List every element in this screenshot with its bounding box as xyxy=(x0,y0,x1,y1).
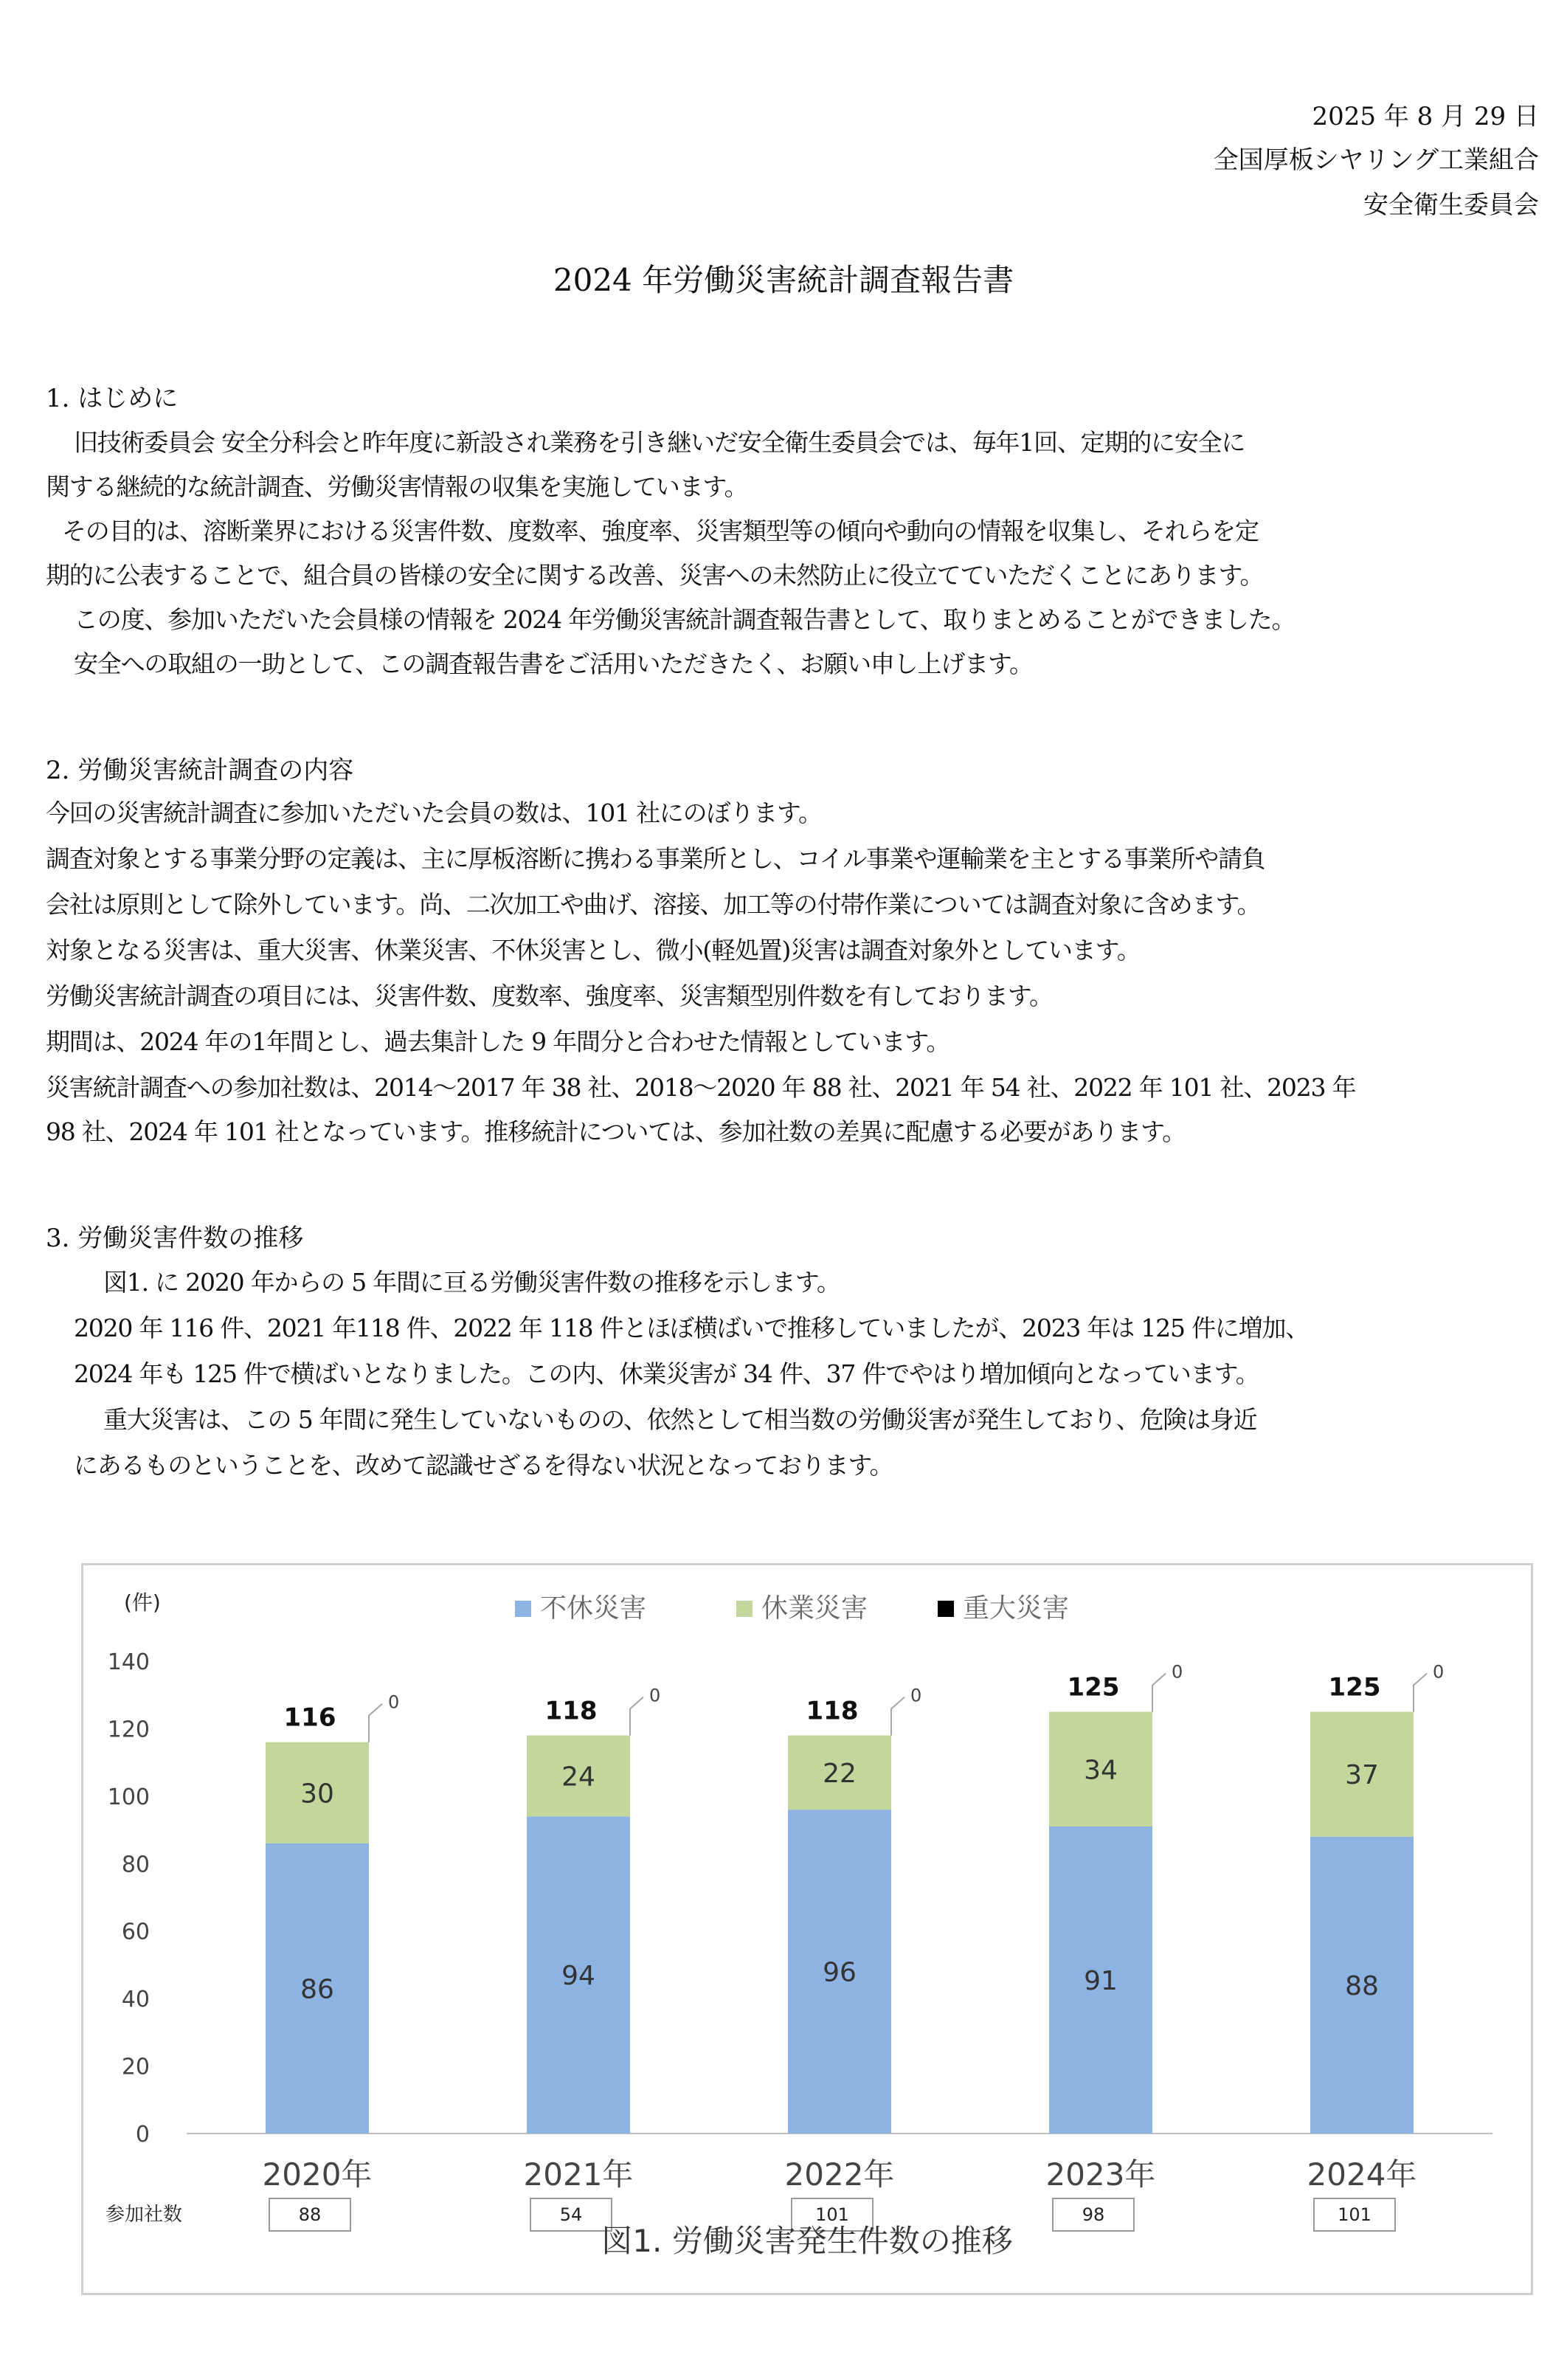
leader-line xyxy=(891,1697,904,1736)
legend-swatch xyxy=(736,1601,753,1617)
stacked-bar-chart xyxy=(83,1565,1531,2293)
x-tick-label: 2023年 xyxy=(1045,2156,1156,2193)
section-1-line: 期的に公表することで、組合員の皆様の安全に関する改善、災害への未然防止に役立てていただくことにあります。 xyxy=(46,561,1264,590)
section-1-heading: 1. はじめに xyxy=(46,384,179,413)
zero-value-label: 0 xyxy=(910,1685,922,1706)
x-tick-label: 2021年 xyxy=(523,2156,634,2193)
x-tick-label: 2022年 xyxy=(784,2156,895,2193)
bar-value-label: 88 xyxy=(1345,1970,1379,2001)
bar-value-label: 86 xyxy=(300,1974,334,2005)
report-title: 2024 年労働災害統計調査報告書 xyxy=(553,262,1014,298)
bar-value-label: 24 xyxy=(561,1762,595,1793)
x-tick-label: 2020年 xyxy=(262,2156,373,2193)
section-1-line: この度、参加いただいた会員様の情報を 2024 年労働災害統計調査報告書として、取りまとめることができました。 xyxy=(74,605,1296,634)
section-2-line: 調査対象とする事業分野の定義は、主に厚板溶断に携わる事業所とし、コイル事業や運輸業を主とする事業所や請負 xyxy=(46,844,1265,873)
y-tick-label: 60 xyxy=(121,1919,150,1945)
leader-line xyxy=(1152,1674,1166,1712)
legend-label: 休業災害 xyxy=(761,1593,868,1624)
legend-swatch xyxy=(515,1601,531,1617)
bar-value-label: 34 xyxy=(1084,1755,1118,1786)
participants-value: 101 xyxy=(815,2204,849,2225)
legend-label: 不休災害 xyxy=(540,1593,647,1624)
bar-value-label: 37 xyxy=(1345,1760,1379,1791)
leader-line xyxy=(369,1704,382,1742)
bar-total-label: 118 xyxy=(806,1696,859,1726)
bar-total-label: 118 xyxy=(544,1696,598,1726)
participants-label: 参加社数 xyxy=(105,2204,183,2226)
y-tick-label: 40 xyxy=(121,1987,150,2013)
bar-value-label: 22 xyxy=(823,1758,857,1789)
section-2-line: 今回の災害統計調査に参加いただいた会員の数は、101 社にのぼります。 xyxy=(46,798,822,827)
participants-value: 88 xyxy=(298,2204,322,2225)
section-2-line: 会社は原則として除外しています。尚、二次加工や曲げ、溶接、加工等の付帯作業については調査対象に含めます。 xyxy=(46,890,1261,919)
x-tick-label: 2024年 xyxy=(1307,2156,1417,2193)
section-3-line: 重大災害は、この 5 年間に発生していないものの、依然として相当数の労働災害が発生しており、危険は身近 xyxy=(103,1405,1257,1434)
bar-total-label: 116 xyxy=(283,1703,336,1733)
participants-value: 98 xyxy=(1082,2204,1105,2225)
section-1-line: 関する継続的な統計調査、労働災害情報の収集を実施しています。 xyxy=(46,472,748,501)
y-tick-label: 20 xyxy=(121,2054,150,2080)
y-tick-label: 0 xyxy=(135,2122,150,2148)
section-3-line: にあるものということを、改めて認識せざるを得ない状況となっております。 xyxy=(74,1451,893,1480)
bar-value-label: 30 xyxy=(300,1779,334,1810)
section-2-line: 労働災害統計調査の項目には、災害件数、度数率、強度率、災害類型別件数を有しております。 xyxy=(46,982,1053,1010)
leader-line xyxy=(630,1697,643,1736)
section-1-line: その目的は、溶断業界における災害件数、度数率、強度率、災害類型等の傾向や動向の情報を収集し、それらを定 xyxy=(62,517,1259,545)
organization-name: 全国厚板シヤリング工業組合 xyxy=(1213,145,1539,175)
figure-caption: 図1. 労働災害発生件数の推移 xyxy=(601,2223,1013,2259)
section-2-line: 災害統計調査への参加社数は、2014～2017 年 38 社、2018～2020 年 88 社、2021 年 54 社、2022 年 101 社、2023 年 xyxy=(46,1073,1356,1102)
section-2-line: 期間は、2024 年の1年間とし、過去集計した 9 年間分と合わせた情報としています。 xyxy=(46,1027,950,1056)
bar-value-label: 94 xyxy=(561,1961,595,1992)
y-tick-label: 120 xyxy=(107,1717,150,1743)
zero-value-label: 0 xyxy=(1172,1661,1183,1683)
section-1-line: 安全への取組の一助として、この調査報告書をご活用いただきたく、お願い申し上げます。 xyxy=(74,649,1033,678)
y-tick-label: 140 xyxy=(107,1649,150,1675)
zero-value-label: 0 xyxy=(649,1685,661,1706)
section-3-line: 2024 年も 125 件で横ばいとなりました。この内、休業災害が 34 件、37 件でやはり増加傾向となっています。 xyxy=(74,1359,1259,1388)
zero-value-label: 0 xyxy=(388,1691,400,1713)
report-date: 2025 年 8 月 29 日 xyxy=(1312,102,1539,131)
section-2-line: 98 社、2024 年 101 社となっています。推移統計については、参加社数の差異に配慮する必要があります。 xyxy=(46,1117,1186,1146)
committee-name: 安全衛生委員会 xyxy=(1363,190,1539,220)
section-1-line: 旧技術委員会 安全分科会と昨年度に新設され業務を引き継いだ安全衛生委員会では、毎年1回、定期的に安全に xyxy=(74,428,1245,457)
legend-swatch xyxy=(938,1601,954,1617)
y-tick-label: 100 xyxy=(107,1784,150,1810)
leader-line xyxy=(1414,1674,1427,1712)
section-2-line: 対象となる災害は、重大災害、休業災害、不休災害とし、微小(軽処置)災害は調査対象外としています。 xyxy=(46,936,1141,965)
bar-total-label: 125 xyxy=(1328,1672,1381,1703)
participants-value: 54 xyxy=(559,2204,583,2225)
chart-container xyxy=(81,1563,1533,2295)
y-tick-label: 80 xyxy=(121,1852,150,1878)
bar-total-label: 125 xyxy=(1067,1672,1120,1703)
section-3-heading: 3. 労働災害件数の推移 xyxy=(46,1224,304,1253)
section-3-line: 2020 年 116 件、2021 年118 件、2022 年 118 件とほぼ横ばいで推移していましたが、2023 年は 125 件に増加、 xyxy=(74,1314,1310,1342)
zero-value-label: 0 xyxy=(1433,1661,1445,1683)
section-3-line: 図1. に 2020 年からの 5 年間に亘る労働災害件数の推移を示します。 xyxy=(103,1268,840,1297)
bar-value-label: 96 xyxy=(823,1957,857,1988)
bar-value-label: 91 xyxy=(1084,1966,1118,1996)
y-axis-label: (件) xyxy=(124,1590,161,1615)
section-2-heading: 2. 労働災害統計調査の内容 xyxy=(46,756,354,785)
participants-value: 101 xyxy=(1338,2204,1371,2225)
legend-label: 重大災害 xyxy=(963,1593,1070,1624)
